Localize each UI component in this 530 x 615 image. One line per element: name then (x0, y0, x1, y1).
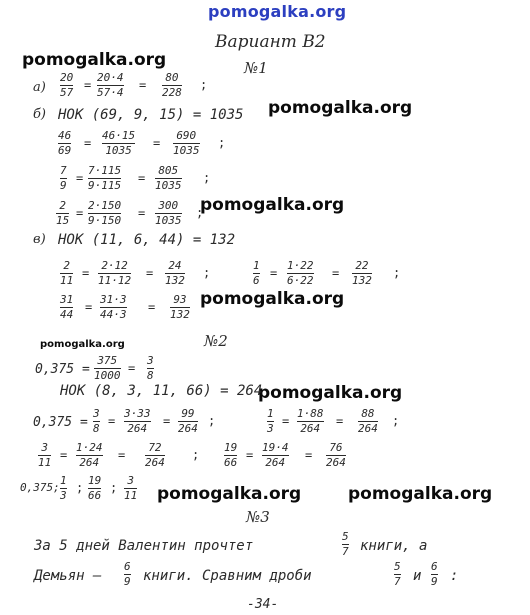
fraction: 31·3 44·3 (100, 293, 127, 321)
operator: = (108, 414, 116, 428)
fraction: 3 8 (93, 407, 100, 435)
operator: = (85, 300, 93, 314)
fraction: 2 11 (60, 259, 74, 287)
fraction: 3 11 (38, 441, 52, 469)
watermark: pomogalka.org (348, 484, 493, 504)
fraction: 1·22 6·22 (287, 259, 314, 287)
fraction: 1·24 264 (76, 441, 103, 469)
fraction: 2·12 11·12 (98, 259, 132, 287)
operator: ; (208, 414, 216, 428)
operator: ; (203, 171, 211, 185)
task1c-label: в) (33, 232, 46, 247)
operator: ; (203, 266, 211, 280)
operator: ; (110, 481, 118, 495)
operator: = (84, 78, 92, 92)
fraction: 805 1035 (155, 164, 182, 192)
operator: = (76, 171, 84, 185)
fraction: 6 9 (431, 560, 438, 588)
fraction: 1 3 (267, 407, 274, 435)
fraction: 1·88 264 (297, 407, 324, 435)
operator: = (332, 266, 340, 280)
watermark: pomogalka.org (200, 289, 345, 309)
operator: = (146, 266, 154, 280)
task2-number: №2 (204, 332, 228, 350)
fraction: 22 132 (352, 259, 372, 287)
task3-number: №3 (246, 508, 270, 526)
fraction: 3·33 264 (124, 407, 151, 435)
operator: ; (393, 266, 401, 280)
operator: = (246, 448, 254, 462)
fraction: 46 69 (58, 129, 72, 157)
fraction: 31 44 (60, 293, 74, 321)
task1b-label: б) (33, 107, 47, 122)
operator: = (128, 361, 136, 375)
nok-line: НОК (8, 3, 11, 66) = 264 (60, 383, 263, 399)
fraction: 24 132 (165, 259, 185, 287)
operator: = (139, 78, 147, 92)
decimal-line: 0,375 = (33, 415, 88, 430)
fraction: 19 66 (224, 441, 238, 469)
fraction: 3 8 (147, 354, 154, 382)
fraction: 375 1000 (94, 354, 121, 382)
operator: = (76, 206, 84, 220)
task3-line1: За 5 дней Валентин прочтет (34, 538, 254, 554)
fraction: 76 264 (326, 441, 346, 469)
fraction: 72 264 (145, 441, 165, 469)
page-number: -34- (247, 597, 279, 612)
fraction: 20·4 57·4 (97, 71, 124, 99)
decimal-line: 0,375; (20, 481, 60, 494)
operator: ; (392, 414, 400, 428)
task1a-label: а) (33, 80, 46, 95)
watermark: pomogalka.org (157, 484, 302, 504)
fraction: 20 57 (60, 71, 74, 99)
operator: = (138, 206, 146, 220)
operator: = (305, 448, 313, 462)
task3-line2-start: Демьян — (34, 568, 102, 584)
operator: = (153, 136, 161, 150)
variant-heading: Вариант В2 (215, 32, 326, 52)
nok-line: НОК (69, 9, 15) = 1035 (58, 107, 244, 123)
task3-line1-end: книги, а (360, 538, 428, 554)
watermark: pomogalka.org (258, 383, 403, 403)
operator: = (82, 266, 90, 280)
task3-line2-mid: книги. Сравним дроби (143, 568, 312, 584)
fraction: 690 1035 (173, 129, 200, 157)
decimal-line: 0,375 = (35, 362, 90, 377)
operator: = (148, 300, 156, 314)
fraction: 93 132 (170, 293, 190, 321)
task1-number: №1 (244, 59, 268, 77)
operator: = (138, 171, 146, 185)
operator: = (163, 414, 171, 428)
fraction: 46·15 1035 (102, 129, 136, 157)
operator: = (336, 414, 344, 428)
fraction: 5 7 (342, 530, 349, 558)
fraction: 1 3 (60, 474, 67, 502)
fraction: 2·150 9·150 (88, 199, 122, 227)
fraction: 3 11 (124, 474, 138, 502)
textbook-page: pomogalka.org pomogalka.org pomogalka.org pomogalka.org pomogalka.org pomogalka.org pomogalka.org pomogalka.org pomogalka.org Вариант В2 №1 а) 20 57 = 20·4 57·4 = 80 228 ; б) НОК (69, 9, 15) = 1035 46 69 = 46·15 1035 = 690 1035 ; 7 9 = 7·115 9·115 = 805 1035 ; 2 15 = 2·150 9·150 = 300 1035 ; в) НОК (11, 6, 44) = 132 2 11 = 2·12 11·12 = 24 132 ; 1 6 = 1·22 6·22 = 22 132 ; 31 44 = 31·3 44·3 = 93 132 №2 0,375 = 375 1000 = 3 8 НОК (8, 3, 11, 66) = 264 0,375 = 3 8 = 3·33 264 = 99 264 ; 1 3 = 1·88 264 = 88 264 ; 3 11 = 1·24 264 = 72 264 ; 19 66 = 19·4 264 = 76 264 0,375; 1 3 ; 19 66 ; 3 11 №3 За 5 дней Валентин прочтет 5 7 книги, а Демьян — 6 9 книги. Сравним дроби 5 7 и 6 9 : -34- (20, 2, 493, 612)
fraction: 7 9 (60, 164, 67, 192)
operator: = (84, 136, 92, 150)
fraction: 19 66 (88, 474, 102, 502)
watermark: pomogalka.org (268, 98, 413, 118)
operator: = (60, 448, 68, 462)
operator: = (282, 414, 290, 428)
fraction: 99 264 (178, 407, 198, 435)
watermark: pomogalka.org (40, 339, 125, 350)
operator: ; (218, 136, 226, 150)
fraction: 300 1035 (155, 199, 182, 227)
fraction: 5 7 (394, 560, 401, 588)
fraction: 80 228 (162, 71, 182, 99)
fraction: 88 264 (358, 407, 378, 435)
operator: = (118, 448, 126, 462)
fraction: 7·115 9·115 (88, 164, 122, 192)
fraction: 1 6 (253, 259, 260, 287)
fraction: 19·4 264 (262, 441, 289, 469)
watermark: pomogalka.org (22, 50, 167, 70)
watermark-top: pomogalka.org (208, 2, 347, 21)
operator: ; (196, 206, 204, 220)
operator: = (270, 266, 278, 280)
nok-line: НОК (11, 6, 44) = 132 (58, 232, 236, 248)
operator: ; (76, 481, 84, 495)
watermark: pomogalka.org (200, 195, 345, 215)
operator: ; (192, 448, 200, 462)
fraction: 6 9 (124, 560, 131, 588)
fraction: 2 15 (56, 199, 70, 227)
operator: ; (200, 78, 208, 92)
